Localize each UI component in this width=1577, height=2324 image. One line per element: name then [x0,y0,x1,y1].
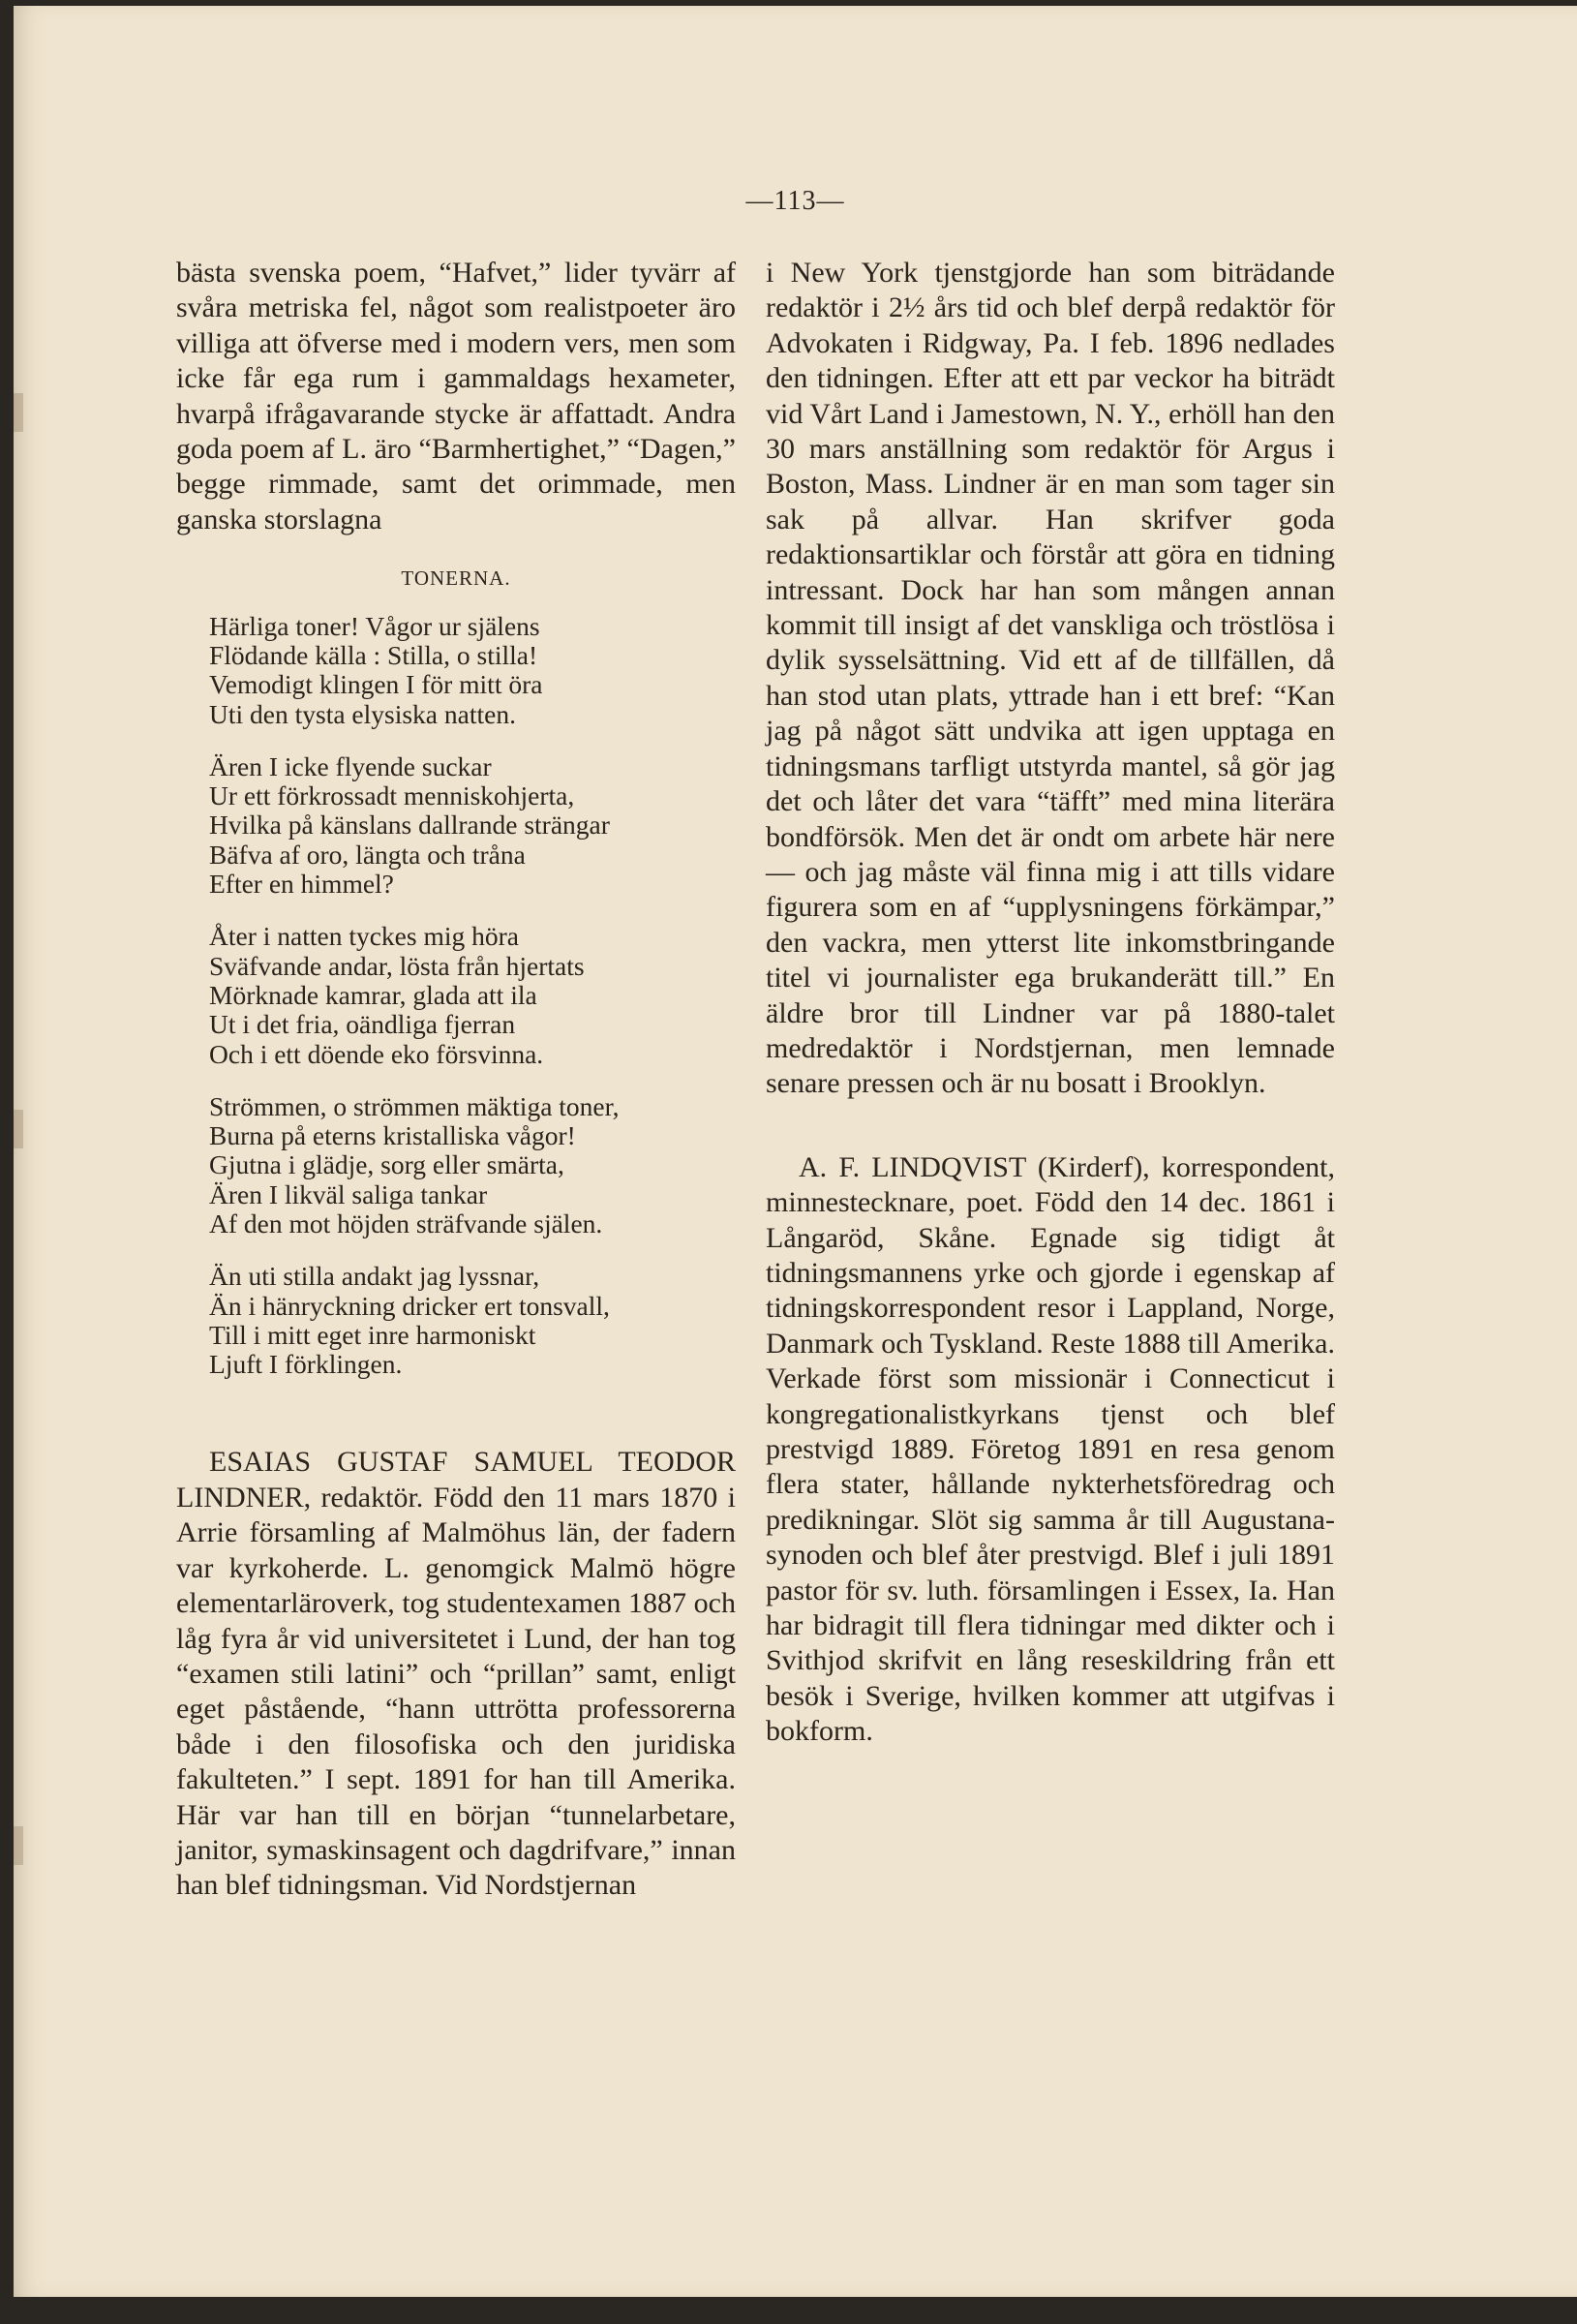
lindqvist-biography: A. F. LINDQVIST (Kirderf), korrespondent, minnestecknare, poet. Född den 14 dec. 1861 i Långaröd, Skåne. Egnade sig tidigt åt tidningsmannens yrke och gjorde i egenskap af tidningskorrespondent resor i Lappland, Norge, Danmark och Tyskland. Reste 1888 till Amerika. Verkade först som missionär i Connecticut i kongregationalistkyrkans tjenst och blef prestvigd 1889. Företog 1891 en resa genom flera stater, hållande nykterhetsföredrag och predikningar. Slöt sig samma år till Augustana-synoden och blef åter prestvigd. Blef i juli 1891 pastor för sv. luth. församlingen i Essex, Ia. Han har bidragit till flera tidningar med dikter och i Svithjod skrifvit en lång reseskildring från ett besök i Sverige, hvilken kommer att utgifvas i bokform. [766,1150,1335,1748]
left-column [176,256,736,1904]
poem-line: Ut i det fria, oändliga fjerran [209,1009,516,1040]
poem-stanza [209,752,736,899]
poem-line: Än i hänryckning dricker ert tonsvall, [209,1290,610,1321]
poem-stanza [209,612,736,729]
poem-line: Bäfva af oro, längta och tråna [209,839,526,870]
poem-stanza [209,922,736,1068]
poem-line: Hvilka på känslans dallrande strängar [209,810,610,841]
page-edge-mark [14,1826,23,1865]
book-page [14,6,1577,2297]
intro-paragraph: bästa svenska poem, “Hafvet,” lider tyvärr af svåra metriska fel, något som realistpoeter äro villiga att öfverse med i modern vers, men som icke får ega rum i gammaldags hexameter, hvarpå ifrågavarande stycke är affattadt. Andra goda poem af L. äro “Barmhertighet,” “Dagen,” begge rimmade, samt det orimmade, men ganska storslagna [176,257,736,535]
poem-line: Till i mitt eget inre harmoniskt [209,1319,536,1350]
page-edge-mark [14,1110,23,1148]
poem-line: Ären I icke flyende suckar [209,750,492,781]
poem-line: Flödande källa : Stilla, o stilla! [209,639,538,670]
poem-line: Uti den tysta elysiska natten. [209,698,516,729]
poem [176,612,736,1380]
poem-line: Efter en himmel? [209,869,394,900]
poem-line: Härliga toner! Vågor ur själens [209,610,540,641]
right-column [766,256,1335,1750]
poem-line: Åter i natten tyckes mig höra [209,921,519,952]
poem-stanza [209,1092,736,1238]
poem-line: Än uti stilla andakt jag lyssnar, [209,1261,540,1292]
poem-line: Mörknade kamrar, glada att ila [209,979,537,1010]
poem-line: Gjutna i glädje, sorg eller smärta, [209,1149,564,1180]
poem-stanza [209,1262,736,1379]
poem-line: Af den mot höjden sträfvande själen. [209,1208,603,1238]
page-edge-mark [14,393,23,432]
poem-line: Strömmen, o strömmen mäktiga toner, [209,1090,620,1121]
poem-line: Och i ett döende eko försvinna. [209,1038,544,1069]
poem-line: Sväfvande andar, lösta från hjertats [209,950,585,981]
page-number: —113— [745,186,845,216]
poem-line: Burna på eterns kristalliska vågor! [209,1120,576,1151]
lindner-biography: ESAIAS GUSTAF SAMUEL TEODOR LINDNER, redaktör. Född den 11 mars 1870 i Arrie församling af Malmöhus län, der fadern var kyrkoherde. L. genomgick Malmö högre elementarläroverk, tog studentexamen 1887 och låg fyra år vid universitetet i Lund, der han tog “examen stili latini” och “prillan” samt, enligt eget påstående, “hann uttrötta professorerna både i den filosofiska och den juridiska fakulteten.” I sept. 1891 for han till Amerika. Här var han till en början “tunnelarbetare, janitor, symaskinsagent och dagdrifvare,” innan han blef tidningsman. Vid Nordstjernan [176,1446,736,1902]
poem-line: Ur ett förkrossadt menniskohjerta, [209,780,575,811]
poem-line: Ljuft I förklingen. [209,1349,403,1380]
poem-line: Ären I likväl saliga tankar [209,1178,488,1209]
lindner-biography-continued: i New York tjenstgjorde han som biträdande redaktör i 2½ års tid och blef derpå redaktör för Advokaten i Ridgway, Pa. I feb. 1896 nedlades den tidningen. Efter att ett par veckor ha biträdt vid Vårt Land i Jamestown, N. Y., erhöll han den 30 mars anställning som redaktör för Argus i Boston, Mass. Lindner är en man som tager sin sak på allvar. Han skrifver goda redaktionsartiklar och förstår att göra en tidning intressant. Dock har han som mången annan kommit till insigt af det vanskliga och tröstlösa i dylik sysselsättning. Vid ett af de tillfällen, då han stod utan plats, yttrade han i ett bref: “Kan jag på något sätt undvika att igen upptaga en tidningsmans tarfligt utstyrda mantel, så gör jag det och låter det vara “täfft” med mina literära bondförsök. Men det är ondt om arbete här nere — och jag måste väl finna mig i att tills vidare figurera som en af “upplysningens förkämpar,” den vackra, men ytterst lite inkomstbringande titel vi journalister ega brukanderätt till.” En äldre bror till Lindner var på 1880-talet medredaktör i Nordstjernan, men lemnade senare pressen och är nu bosatt i Brooklyn. [766,257,1335,1100]
poem-line: Vemodigt klingen I för mitt öra [209,669,543,700]
poem-title: TONERNA. [401,566,511,591]
